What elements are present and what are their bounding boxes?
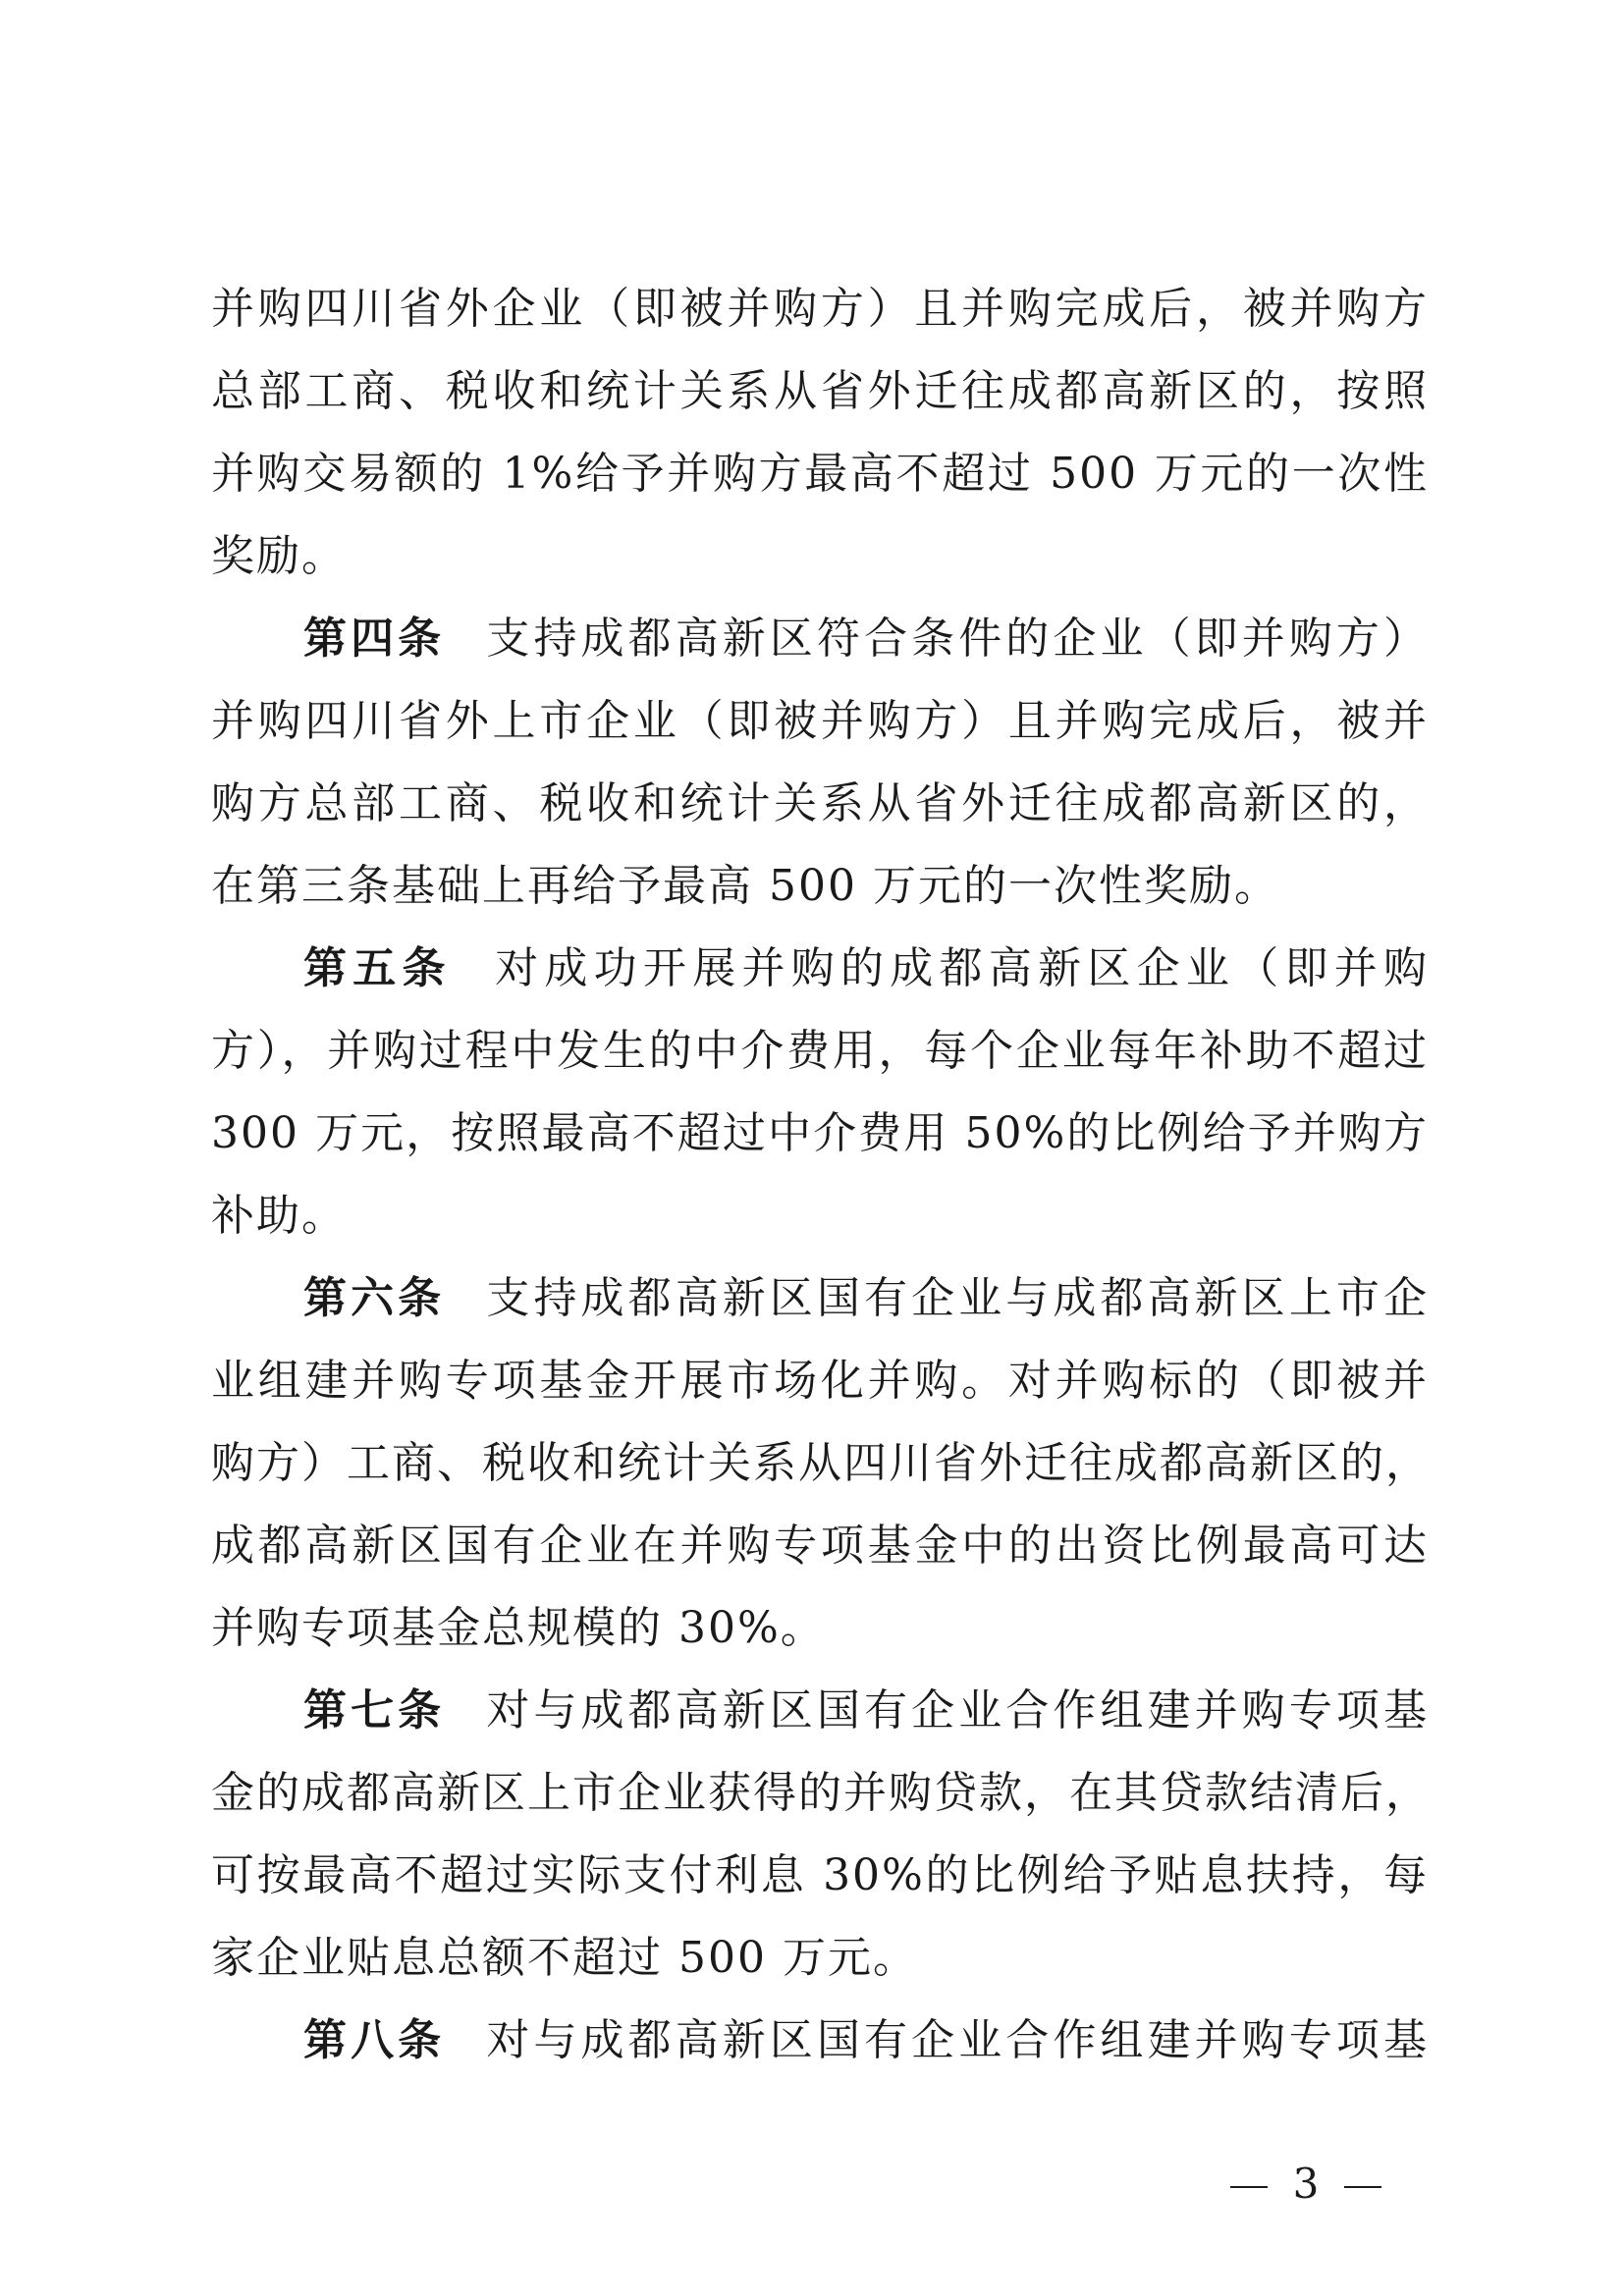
line-text: 300 万元，按照最高不超过中介费用 50%的比例给予并购方 xyxy=(211,1108,1429,1158)
line-text: 支持成都高新区符合条件的企业（即并购方） xyxy=(484,614,1430,664)
text-line xyxy=(211,692,1429,751)
text-line xyxy=(211,1104,1429,1163)
line-text: 并购四川省外上市企业（即被并购方）且并购完成后，被并 xyxy=(211,696,1429,746)
text-line xyxy=(211,1434,1429,1493)
article-6-first-line xyxy=(303,1269,1429,1328)
line-text: 奖励。 xyxy=(211,531,347,581)
line-text: 金的成都高新区上市企业获得的并购贷款，在其贷款结清后， xyxy=(211,1768,1431,1818)
line-text: 总部工商、税收和统计关系从省外迁往成都高新区的，按照 xyxy=(211,366,1429,416)
text-line xyxy=(211,1022,1429,1081)
line-text: 并购四川省外企业（即被并购方）且并购完成后，被并购方 xyxy=(211,284,1429,334)
article-heading: 第五条 xyxy=(303,943,452,993)
article-7-first-line xyxy=(303,1682,1429,1740)
text-line xyxy=(211,1846,1429,1905)
article-heading: 第六条 xyxy=(303,1273,446,1323)
line-text: 购方）工商、税收和统计关系从四川省外迁往成都高新区的， xyxy=(211,1438,1431,1488)
text-line xyxy=(211,1517,1429,1575)
article-heading: 第四条 xyxy=(303,614,446,664)
article-5-first-line xyxy=(303,939,1429,998)
page-number: 3 xyxy=(1292,2160,1320,2208)
text-line xyxy=(211,1599,1429,1658)
line-text: 并购专项基金总规模的 30%。 xyxy=(211,1603,826,1653)
text-line xyxy=(211,280,1429,339)
line-text: 业组建并购专项基金开展市场化并购。对并购标的（即被并 xyxy=(211,1356,1429,1406)
text-line xyxy=(211,445,1429,504)
text-line xyxy=(211,527,1429,586)
text-line xyxy=(211,1929,1429,1988)
text-line xyxy=(211,362,1429,421)
article-8-first-line xyxy=(303,2011,1429,2070)
article-heading: 第八条 xyxy=(303,2015,446,2065)
line-text: 成都高新区国有企业在并购专项基金中的出资比例最高可达 xyxy=(211,1521,1429,1571)
line-text: 对成功开展并购的成都高新区企业（即并购 xyxy=(490,943,1430,993)
line-text: 家企业贴息总额不超过 500 万元。 xyxy=(211,1933,918,1983)
line-text: 购方总部工商、税收和统计关系从省外迁往成都高新区的， xyxy=(211,778,1429,828)
text-line xyxy=(211,857,1429,916)
line-text: 补助。 xyxy=(211,1191,347,1241)
text-line xyxy=(211,1352,1429,1411)
line-text: 支持成都高新区国有企业与成都高新区上市企 xyxy=(484,1273,1430,1323)
line-text: 在第三条基础上再给予最高 500 万元的一次性奖励。 xyxy=(211,861,1279,911)
line-text: 对与成都高新区国有企业合作组建并购专项基 xyxy=(484,2015,1430,2065)
text-line xyxy=(211,1187,1429,1246)
article-heading: 第七条 xyxy=(303,1685,446,1735)
text-line xyxy=(211,1764,1429,1823)
text-line xyxy=(211,774,1429,833)
footer-dash-left xyxy=(1230,2186,1268,2188)
page-footer xyxy=(1198,2155,1414,2214)
footer-dash-right xyxy=(1344,2186,1381,2188)
article-4-first-line xyxy=(303,610,1429,668)
line-text: 并购交易额的 1%给予并购方最高不超过 500 万元的一次性 xyxy=(211,449,1429,499)
line-text: 对与成都高新区国有企业合作组建并购专项基 xyxy=(484,1685,1430,1735)
line-text: 可按最高不超过实际支付利息 30%的比例给予贴息扶持，每 xyxy=(211,1850,1429,1900)
line-text: 方），并购过程中发生的中介费用，每个企业每年补助不超过 xyxy=(211,1026,1429,1076)
